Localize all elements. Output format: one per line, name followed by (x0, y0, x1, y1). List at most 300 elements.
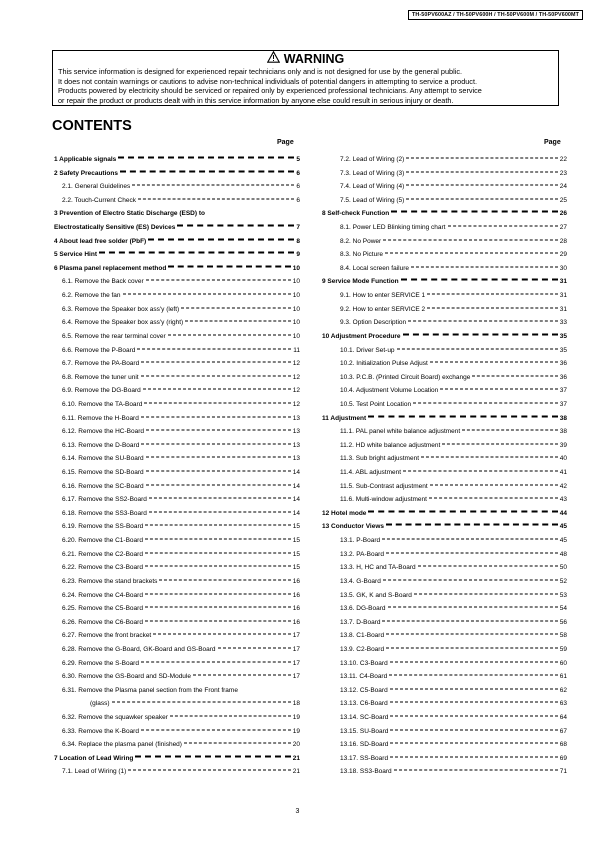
toc-entry-label: 9.2. How to enter SERVICE 2 (340, 305, 426, 313)
toc-entry-page: 5 (296, 156, 300, 163)
toc-entry-label: 9.3. Option Description (340, 319, 407, 327)
toc-entry-label: 13.12. C5-Board (340, 686, 388, 694)
toc-entry[interactable] (54, 357, 300, 371)
toc-leader-dots (427, 307, 558, 308)
toc-entry[interactable] (322, 725, 567, 739)
contents-heading: CONTENTS (52, 118, 132, 134)
toc-entry-label: 8 Self-check Function (322, 210, 390, 218)
toc-entry-page: 12 (292, 373, 300, 381)
warning-line: This service information is designed for experienced repair technicians only and is not designed for use by the general public. (58, 67, 462, 76)
toc-entry[interactable] (54, 316, 300, 330)
toc-entry-page: 13 (292, 428, 300, 436)
toc-leader-dots (406, 198, 557, 199)
toc-entry-page: 7 (296, 224, 300, 232)
toc-entry-label: 7.4. Lead of Wiring (4) (340, 183, 405, 191)
toc-entry[interactable] (322, 412, 567, 426)
toc-leader-dots (118, 157, 294, 159)
toc-entry-page: 43 (559, 496, 567, 504)
toc-leader-dots (145, 566, 291, 567)
toc-entry-label: 6.26. Remove the C6-Board (62, 618, 143, 626)
toc-leader-dots (148, 238, 294, 240)
toc-entry-page: 22 (559, 156, 567, 163)
toc-entry[interactable] (322, 330, 567, 344)
toc-entry[interactable] (54, 167, 300, 181)
toc-leader-dots (440, 389, 557, 390)
toc-leader-dots (382, 539, 558, 540)
toc-leader-dots (177, 225, 294, 227)
toc-entry[interactable] (322, 765, 567, 779)
toc-entry[interactable] (322, 167, 567, 181)
toc-entry-label: 4 About lead free solder (PbF) (54, 237, 147, 245)
toc-leader-dots (401, 279, 558, 281)
toc-leader-dots (383, 579, 558, 580)
toc-entry[interactable] (322, 344, 567, 358)
toc-leader-dots (185, 321, 291, 322)
toc-entry-page: 12 (292, 360, 300, 368)
toc-entry-page: 45 (559, 537, 567, 545)
toc-leader-dots (145, 552, 291, 553)
toc-leader-dots (390, 729, 557, 730)
toc-entry-page: 16 (292, 591, 300, 599)
toc-leader-dots (406, 171, 557, 172)
toc-entry[interactable] (54, 384, 300, 398)
toc-entry-page: 61 (559, 673, 567, 681)
toc-entry-page: 6 (296, 169, 300, 177)
toc-entry-label: 8.1. Power LED Blinking timing chart (340, 224, 446, 232)
toc-entry-label: 11.3. Sub bright adjustment (340, 455, 420, 463)
toc-entry-label: 10.3. P.C.B. (Printed Circuit Board) exchange (340, 373, 471, 381)
warning-line: It does not contain warnings or cautions to advise non-technical individuals of potential dangers in attempting to service a product. (58, 76, 478, 86)
toc-entry-page: 11 (293, 346, 300, 354)
toc-entry-page: 58 (559, 632, 567, 640)
warning-title (58, 52, 553, 67)
toc-entry-page: 37 (559, 400, 567, 408)
toc-entry-label: 10 Adjustment Procedure (322, 332, 401, 340)
toc-entry[interactable] (322, 711, 567, 725)
toc-entry-page: 10 (292, 305, 300, 313)
toc-leader-dots (138, 198, 294, 199)
toc-leader-dots (146, 430, 291, 431)
toc-entry[interactable] (54, 262, 300, 276)
toc-entry[interactable] (322, 275, 567, 289)
toc-entry-page: 23 (559, 169, 567, 177)
toc-entry-label: 6.17. Remove the SS2-Board (62, 496, 147, 504)
toc-entry-page: 30 (559, 264, 567, 272)
toc-entry[interactable] (322, 357, 567, 371)
toc-entry-page: 63 (559, 700, 567, 708)
toc-entry-label: 13.10. C3-Board (340, 659, 388, 667)
toc-entry[interactable] (54, 575, 300, 589)
toc-entry-page: 39 (559, 441, 567, 449)
toc-entry[interactable] (322, 616, 567, 630)
toc-entry[interactable] (54, 765, 300, 779)
toc-leader-dots (137, 348, 291, 349)
toc-entry-label: 3 Prevention of Electro Static Discharge (ESD) to (54, 210, 205, 218)
toc-entry-page: 26 (559, 210, 567, 218)
toc-entry-label: 13.5. GK, K and S-Board (340, 591, 412, 599)
toc-entry[interactable] (54, 697, 300, 711)
toc-entry-label: 7.3. Lead of Wiring (3) (340, 169, 405, 177)
toc-entry-label: 13.6. DG-Board (340, 605, 386, 613)
toc-entry[interactable] (54, 589, 300, 603)
toc-leader-dots (408, 321, 558, 322)
toc-leader-dots (430, 484, 558, 485)
toc-entry[interactable] (322, 643, 567, 657)
toc-entry[interactable] (322, 575, 567, 589)
toc-entry-page: 24 (559, 183, 567, 191)
toc-entry[interactable] (322, 235, 567, 249)
toc-entry-page: 21 (292, 768, 300, 776)
toc-leader-dots (394, 770, 558, 771)
toc-entry[interactable] (54, 657, 300, 671)
toc-leader-dots (149, 498, 291, 499)
toc-entry-label: 6.20. Remove the C1-Board (62, 537, 143, 545)
toc-leader-dots (112, 702, 291, 703)
toc-entry-page: 31 (559, 292, 567, 300)
toc-entry[interactable] (54, 180, 300, 194)
toc-entry[interactable] (54, 466, 300, 480)
toc-leader-dots (120, 170, 294, 172)
toc-entry[interactable] (54, 235, 300, 249)
toc-entry[interactable] (54, 303, 300, 317)
toc-leader-dots (414, 593, 558, 594)
toc-entry-label: 6.5. Remove the rear terminal cover (62, 332, 166, 340)
toc-entry[interactable] (54, 330, 300, 344)
toc-entry[interactable] (54, 548, 300, 562)
toc-entry[interactable] (322, 452, 567, 466)
toc-entry-label: 2.1. General Guidelines (62, 183, 131, 191)
toc-entry[interactable] (54, 684, 300, 698)
toc-entry[interactable] (54, 452, 300, 466)
toc-entry-label: 6.15. Remove the SD-Board (62, 469, 144, 477)
toc-entry-label: 6.10. Remove the TA-Board (62, 400, 143, 408)
toc-entry[interactable] (54, 493, 300, 507)
toc-leader-dots (218, 647, 291, 648)
toc-entry-page: 37 (559, 387, 567, 395)
left-column-page-header: Page (277, 139, 294, 146)
toc-entry-page: 14 (292, 469, 300, 477)
toc-entry-page: 14 (292, 482, 300, 490)
toc-leader-dots (390, 661, 558, 662)
toc-entry-page: 36 (559, 373, 567, 381)
toc-entry[interactable] (54, 643, 300, 657)
toc-entry-page: 10 (292, 264, 300, 272)
toc-entry-label: 11.2. HD white balance adjustment (340, 441, 441, 449)
toc-entry-page: 31 (559, 305, 567, 313)
toc-entry-label: 5 Service Hint (54, 251, 97, 259)
toc-entry-page: 54 (559, 605, 567, 613)
toc-entry-page: 60 (559, 659, 567, 667)
toc-entry-page: 56 (559, 618, 567, 626)
toc-entry[interactable] (322, 466, 567, 480)
toc-entry-label: 10.5. Test Point Location (340, 400, 412, 408)
toc-leader-dots (145, 539, 291, 540)
toc-leader-dots (448, 226, 558, 227)
toc-entry-label: 9 Service Mode Function (322, 278, 399, 286)
toc-leader-dots (403, 333, 558, 335)
toc-entry-label: 2.2. Touch-Current Check (62, 196, 136, 204)
toc-entry-page: 13 (292, 441, 300, 449)
toc-entry-page: 38 (559, 428, 567, 436)
toc-entry[interactable] (54, 275, 300, 289)
toc-leader-dots (145, 620, 291, 621)
toc-entry[interactable] (54, 711, 300, 725)
toc-entry[interactable] (322, 439, 567, 453)
toc-entry-label: 6.14. Remove the SU-Board (62, 455, 144, 463)
toc-entry[interactable] (54, 752, 300, 766)
toc-leader-dots (382, 620, 557, 621)
toc-entry-page: 14 (292, 509, 300, 517)
toc-entry-page: 6 (296, 196, 300, 204)
toc-entry[interactable] (54, 412, 300, 426)
toc-leader-dots (391, 211, 558, 213)
toc-entry[interactable] (54, 670, 300, 684)
toc-entry[interactable] (54, 507, 300, 521)
toc-entry[interactable] (54, 439, 300, 453)
toc-entry[interactable] (322, 262, 567, 276)
toc-entry-page: 17 (292, 673, 300, 681)
toc-entry-page: 27 (559, 224, 567, 232)
toc-entry-page: 17 (292, 659, 300, 667)
warning-triangle-icon (267, 51, 280, 67)
toc-entry-label: 10.2. Initialization Pulse Adjust (340, 360, 428, 368)
toc-entry[interactable] (54, 371, 300, 385)
toc-entry-label: 10.4. Adjustment Volume Location (340, 387, 439, 395)
toc-entry-label: 6.12. Remove the HC-Board (62, 428, 145, 436)
toc-entry[interactable] (322, 684, 567, 698)
toc-entry-label: 6.9. Remove the DG-Board (62, 387, 141, 395)
toc-entry-page: 71 (559, 768, 567, 776)
toc-entry-page: 6 (296, 183, 300, 191)
toc-entry-page: 16 (292, 618, 300, 626)
toc-entry[interactable] (54, 616, 300, 630)
toc-entry-page: 29 (559, 251, 567, 259)
toc-leader-dots (442, 443, 557, 444)
model-number-header: TH-50PV600AZ / TH-50PV600H / TH-50PV600M / TH-50PV600MT (408, 10, 583, 20)
toc-entry-page: 17 (292, 645, 300, 653)
toc-entry[interactable] (322, 602, 567, 616)
toc-entry[interactable] (54, 725, 300, 739)
toc-leader-dots (143, 389, 291, 390)
toc-leader-dots (388, 607, 558, 608)
toc-entry[interactable] (322, 303, 567, 317)
toc-entry-label: 13.8. C1-Board (340, 632, 385, 640)
toc-leader-dots (406, 185, 557, 186)
toc-leader-dots (390, 715, 557, 716)
toc-entry[interactable] (322, 180, 567, 194)
toc-entry[interactable] (322, 425, 567, 439)
toc-entry-label: 11.6. Multi-window adjustment (340, 496, 427, 504)
toc-entry-page: 10 (292, 278, 300, 286)
toc-entry-label: 2 Safety Precautions (54, 169, 118, 177)
toc-entry[interactable] (322, 520, 567, 534)
toc-entry[interactable] (54, 221, 300, 235)
toc-entry[interactable] (54, 561, 300, 575)
toc-entry-page: 15 (292, 550, 300, 558)
toc-entry-label: 12 Hotel mode (322, 509, 367, 517)
toc-entry-page: 45 (559, 523, 567, 531)
toc-entry-label: 6.30. Remove the GS-Board and SD-Module (62, 673, 191, 681)
toc-entry[interactable] (54, 425, 300, 439)
toc-entry-label: 6.18. Remove the SS3-Board (62, 509, 147, 517)
toc-leader-dots (386, 647, 558, 648)
toc-entry-label: 6.7. Remove the PA-Board (62, 360, 140, 368)
toc-entry-label: 6.34. Replace the plasma panel (finished) (62, 741, 182, 749)
toc-entry-page: 13 (292, 455, 300, 463)
toc-entry-label: 11.1. PAL panel white balance adjustment (340, 428, 461, 436)
toc-entry-page: 38 (559, 414, 567, 422)
toc-leader-dots (141, 443, 290, 444)
toc-entry[interactable] (322, 289, 567, 303)
toc-entry-label: 7.1. Lead of Wiring (1) (62, 768, 127, 776)
toc-leader-dots (418, 566, 558, 567)
toc-entry[interactable] (54, 602, 300, 616)
toc-leader-dots (146, 457, 291, 458)
toc-entry-page: 16 (292, 577, 300, 585)
toc-entry-label: 13.17. SS-Board (340, 754, 389, 762)
toc-entry-label: 7.2. Lead of Wiring (2) (340, 156, 405, 163)
warning-line: or repair the product or products dealt with in this service information by anyone else could result in serious injury or death. (58, 95, 454, 105)
toc-entry[interactable] (54, 194, 300, 208)
toc-entry[interactable] (322, 629, 567, 643)
toc-entry-label: (glass) (90, 700, 110, 708)
toc-entry[interactable] (54, 738, 300, 752)
toc-entry[interactable] (54, 289, 300, 303)
toc-leader-dots (146, 280, 291, 281)
toc-entry[interactable] (54, 248, 300, 262)
toc-leader-dots (141, 416, 291, 417)
toc-entry-page: 28 (559, 237, 567, 245)
toc-leader-dots (168, 265, 290, 267)
toc-leader-dots (411, 266, 558, 267)
toc-leader-dots (368, 510, 557, 512)
toc-entry-label: 1 Applicable signals (54, 156, 117, 163)
toc-entry-page: 53 (559, 591, 567, 599)
toc-entry[interactable] (322, 194, 567, 208)
toc-entry-label: 6.28. Remove the G-Board, GK-Board and GS-Board (62, 645, 216, 653)
toc-leader-dots (128, 770, 290, 771)
toc-leader-dots (184, 743, 291, 744)
toc-leader-dots (429, 498, 558, 499)
toc-entry[interactable] (54, 344, 300, 358)
toc-leader-dots (145, 525, 290, 526)
toc-entry-label: 6.19. Remove the SS-Board (62, 523, 144, 531)
toc-leader-dots (99, 252, 294, 254)
toc-entry[interactable] (54, 207, 300, 221)
toc-entry[interactable] (322, 316, 567, 330)
toc-entry[interactable] (322, 248, 567, 262)
toc-entry-label: Electrostatically Sensitive (ES) Devices (54, 224, 176, 232)
toc-entry-page: 41 (559, 469, 567, 477)
toc-leader-dots (413, 402, 558, 403)
toc-entry-label: 6.2. Remove the fan (62, 292, 121, 300)
toc-entry-label: 11.5. Sub-Contrast adjustment (340, 482, 428, 490)
toc-entry-label: 13.14. SC-Board (340, 713, 389, 721)
toc-leader-dots (132, 185, 294, 186)
toc-leader-dots (385, 253, 558, 254)
toc-entry-page: 59 (559, 645, 567, 653)
toc-entry[interactable] (322, 371, 567, 385)
toc-leader-dots (145, 607, 291, 608)
toc-entry[interactable] (54, 629, 300, 643)
toc-entry[interactable] (322, 697, 567, 711)
toc-entry-label: 6.31. Remove the Plasma panel section from the Front frame (62, 686, 238, 694)
toc-entry[interactable] (322, 657, 567, 671)
toc-entry-label: 6.24. Remove the C4-Board (62, 591, 143, 599)
toc-leader-dots (403, 471, 558, 472)
toc-entry-label: 13.18. SS3-Board (340, 768, 392, 776)
toc-entry[interactable] (54, 153, 300, 167)
toc-entry-label: 13.4. G-Board (340, 577, 381, 585)
toc-entry[interactable] (322, 561, 567, 575)
toc-leader-dots (386, 634, 558, 635)
toc-entry[interactable] (54, 398, 300, 412)
toc-entry-label: 6.4. Remove the Speaker box ass'y (right) (62, 319, 184, 327)
toc-entry-label: 6.3. Remove the Speaker box ass'y (left) (62, 305, 180, 313)
toc-entry-label: 13.16. SD-Board (340, 741, 389, 749)
toc-leader-dots (390, 688, 558, 689)
toc-leader-dots (390, 743, 557, 744)
toc-entry-page: 40 (559, 455, 567, 463)
toc-entry[interactable] (322, 670, 567, 684)
toc-entry[interactable] (322, 507, 567, 521)
toc-leader-dots (430, 362, 558, 363)
toc-entry[interactable] (322, 398, 567, 412)
toc-leader-dots (390, 756, 558, 757)
toc-entry-label: 6.21. Remove the C2-Board (62, 550, 143, 558)
toc-entry[interactable] (322, 384, 567, 398)
toc-entry[interactable] (322, 480, 567, 494)
toc-entry-page: 15 (292, 564, 300, 572)
toc-entry[interactable] (322, 738, 567, 752)
toc-entry-page: 10 (292, 319, 300, 327)
toc-entry[interactable] (322, 589, 567, 603)
toc-entry-label: 11.4. ABL adjustment (340, 469, 402, 477)
toc-leader-dots (141, 375, 291, 376)
toc-leader-dots (144, 402, 290, 403)
toc-entry-label: 6.33. Remove the K-Board (62, 727, 139, 735)
page-number: 3 (295, 808, 300, 815)
toc-entry[interactable] (54, 520, 300, 534)
toc-leader-dots (141, 362, 291, 363)
toc-leader-dots (193, 675, 291, 676)
toc-entry-page: 14 (292, 496, 300, 504)
toc-entry[interactable] (54, 534, 300, 548)
toc-entry-label: 8.4. Local screen failure (340, 264, 410, 272)
toc-entry[interactable] (322, 207, 567, 221)
toc-entry[interactable] (322, 493, 567, 507)
toc-entry-page: 48 (559, 550, 567, 558)
toc-entry[interactable] (322, 548, 567, 562)
toc-entry[interactable] (322, 221, 567, 235)
toc-entry[interactable] (54, 480, 300, 494)
toc-entry[interactable] (322, 153, 567, 167)
toc-entry-page: 52 (559, 577, 567, 585)
toc-entry-page: 35 (559, 332, 567, 340)
toc-entry-label: 13.15. SU-Board (340, 727, 389, 735)
toc-entry[interactable] (322, 752, 567, 766)
toc-left-column (54, 153, 300, 779)
toc-entry-label: 11 Adjustment (322, 414, 367, 422)
toc-entry-label: 13.9. C2-Board (340, 645, 385, 653)
toc-entry-label: 7 Location of Lead Wiring (54, 754, 134, 762)
toc-entry-label: 9.1. How to enter SERVICE 1 (340, 292, 426, 300)
toc-entry-page: 13 (292, 414, 300, 422)
toc-entry[interactable] (322, 534, 567, 548)
toc-entry-page: 62 (559, 686, 567, 694)
toc-entry-label: 7.5. Lead of Wiring (5) (340, 196, 405, 204)
toc-entry-label: 6 Plasma panel replacement method (54, 264, 167, 272)
